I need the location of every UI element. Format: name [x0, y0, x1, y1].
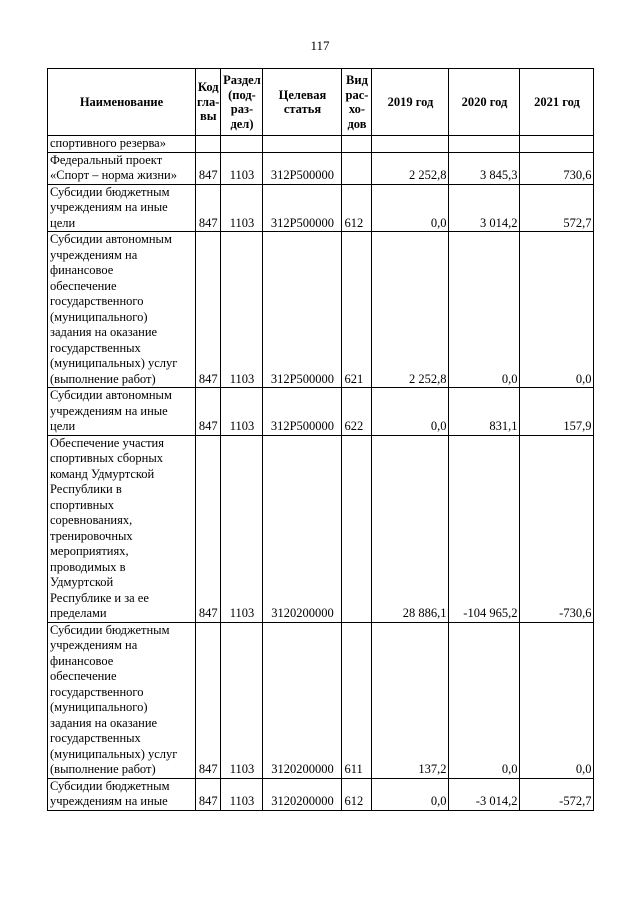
cell-2019: 137,2: [372, 622, 449, 778]
cell-2021: 0,0: [520, 622, 594, 778]
cell-glava: 847: [196, 435, 221, 622]
header-razdel: Раздел (под- раз- дел): [221, 69, 263, 136]
cell-name: Субсидии автономным учреждениям на иные цели: [48, 388, 196, 436]
cell-vid: 622: [342, 388, 372, 436]
table-row: [48, 388, 594, 436]
cell-name: спортивного резерва»: [48, 136, 196, 153]
cell-2020: 0,0: [449, 622, 520, 778]
cell-2021: 730,6: [520, 152, 594, 184]
cell-name: Субсидии автономным учреждениям на финансовое обеспечение государственного (муниципального) задания на оказание государственных (муниципальных) услуг (выполнение работ): [48, 232, 196, 388]
cell-razdel: 1103: [221, 184, 263, 232]
cell-razdel: 1103: [221, 622, 263, 778]
table-row: [48, 435, 594, 622]
header-2020: 2020 год: [449, 69, 520, 136]
cell-2021: -572,7: [520, 778, 594, 810]
cell-razdel: 1103: [221, 232, 263, 388]
header-2019: 2019 год: [372, 69, 449, 136]
cell-statya: 312P500000: [263, 152, 342, 184]
cell-vid: [342, 136, 372, 153]
cell-vid: [342, 435, 372, 622]
cell-2019: 2 252,8: [372, 152, 449, 184]
cell-2019: 0,0: [372, 388, 449, 436]
cell-2021: [520, 136, 594, 153]
cell-2020: [449, 136, 520, 153]
cell-statya: 312P500000: [263, 232, 342, 388]
cell-2021: 0,0: [520, 232, 594, 388]
cell-razdel: 1103: [221, 152, 263, 184]
cell-2020: -104 965,2: [449, 435, 520, 622]
cell-2020: 3 014,2: [449, 184, 520, 232]
table-row: [48, 136, 594, 153]
header-statya: Целевая статья: [263, 69, 342, 136]
cell-2021: -730,6: [520, 435, 594, 622]
header-glava: Код гла- вы: [196, 69, 221, 136]
cell-statya: 3120200000: [263, 778, 342, 810]
cell-vid: 621: [342, 232, 372, 388]
cell-glava: 847: [196, 388, 221, 436]
cell-2020: 0,0: [449, 232, 520, 388]
cell-statya: [263, 136, 342, 153]
cell-statya: 3120200000: [263, 622, 342, 778]
header-name: Наименование: [48, 69, 196, 136]
cell-glava: 847: [196, 232, 221, 388]
header-vid: Вид рас- хо- дов: [342, 69, 372, 136]
table-row: [48, 184, 594, 232]
header-2021: 2021 год: [520, 69, 594, 136]
cell-vid: [342, 152, 372, 184]
cell-glava: 847: [196, 152, 221, 184]
cell-razdel: [221, 136, 263, 153]
page-number: 117: [310, 38, 330, 53]
cell-name: Субсидии бюджетным учреждениям на иные цели: [48, 184, 196, 232]
cell-statya: 312P500000: [263, 184, 342, 232]
cell-razdel: 1103: [221, 778, 263, 810]
cell-vid: 612: [342, 184, 372, 232]
cell-name: Субсидии бюджетным учреждениям на иные: [48, 778, 196, 810]
cell-razdel: 1103: [221, 388, 263, 436]
cell-name: Обеспечение участия спортивных сборных команд Удмуртской Республики в спортивных соревнованиях, тренировочных мероприятиях, проводимых в Удмуртской Республике и за ее пределами: [48, 435, 196, 622]
cell-2020: 831,1: [449, 388, 520, 436]
cell-2019: 0,0: [372, 184, 449, 232]
cell-name: Федеральный проект «Спорт – норма жизни»: [48, 152, 196, 184]
cell-vid: 611: [342, 622, 372, 778]
cell-statya: 312P500000: [263, 388, 342, 436]
cell-2021: 157,9: [520, 388, 594, 436]
cell-statya: 3120200000: [263, 435, 342, 622]
cell-2021: 572,7: [520, 184, 594, 232]
cell-2020: 3 845,3: [449, 152, 520, 184]
cell-2019: 0,0: [372, 778, 449, 810]
budget-table: [47, 68, 594, 811]
cell-2019: [372, 136, 449, 153]
table-row: [48, 778, 594, 810]
cell-2019: 28 886,1: [372, 435, 449, 622]
cell-name: Субсидии бюджетным учреждениям на финансовое обеспечение государственного (муниципального) задания на оказание государственных (муниципальных) услуг (выполнение работ): [48, 622, 196, 778]
cell-vid: 612: [342, 778, 372, 810]
table-row: [48, 232, 594, 388]
table-row: [48, 622, 594, 778]
cell-2019: 2 252,8: [372, 232, 449, 388]
table-row: [48, 152, 594, 184]
cell-2020: -3 014,2: [449, 778, 520, 810]
cell-glava: 847: [196, 622, 221, 778]
cell-glava: 847: [196, 184, 221, 232]
cell-glava: [196, 136, 221, 153]
table-header-row: [48, 69, 594, 136]
cell-razdel: 1103: [221, 435, 263, 622]
cell-glava: 847: [196, 778, 221, 810]
